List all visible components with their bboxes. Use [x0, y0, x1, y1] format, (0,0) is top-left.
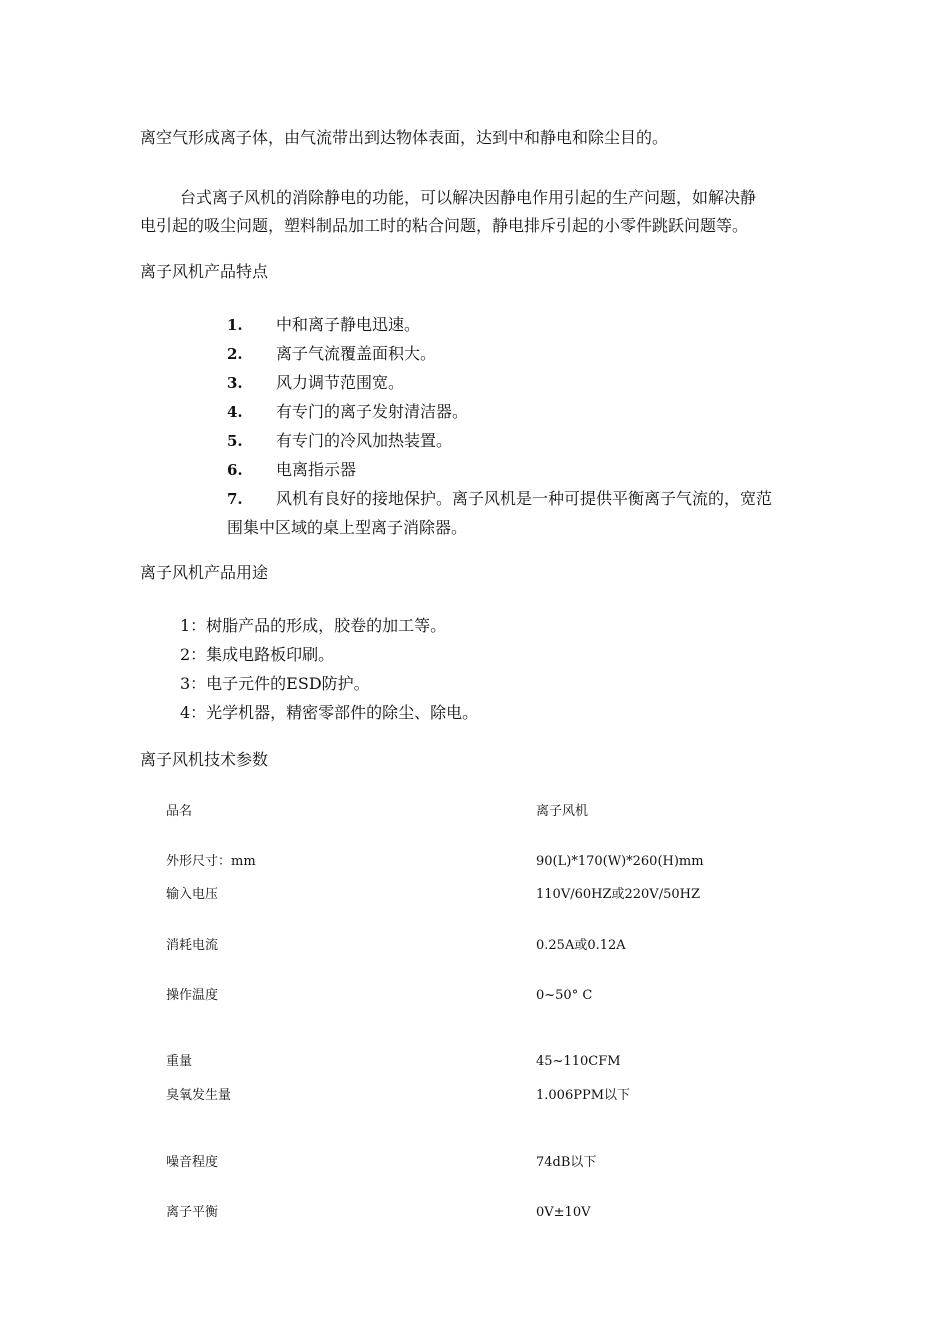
intro-paragraph: 离空气形成离子体，由气流带出到达物体表面，达到中和静电和除尘目的。	[140, 128, 669, 147]
spec-label: 品名	[166, 804, 193, 819]
list-item: 2：集成电路板印刷。	[180, 645, 335, 664]
list-item-text: 风力调节范围宽。	[276, 373, 405, 392]
spec-value: 0~50° C	[536, 988, 593, 1003]
spec-label: 离子平衡	[166, 1205, 219, 1220]
specs-heading: 离子风机技术参数	[140, 750, 269, 769]
spec-label: 臭氧发生量	[166, 1088, 232, 1103]
list-item: 1：树脂产品的形成，胶卷的加工等。	[180, 616, 447, 635]
spec-value: 离子风机	[536, 804, 589, 819]
spec-value: 45~110CFM	[536, 1054, 621, 1069]
spec-label: 操作温度	[166, 988, 219, 1003]
list-item-number: 7.	[227, 490, 243, 508]
list-item-number: 6.	[227, 461, 243, 479]
list-item-continuation: 围集中区域的桌上型离子消除器。	[227, 518, 468, 537]
spec-label: 重量	[166, 1054, 193, 1069]
list-item-text: 有专门的冷风加热装置。	[276, 431, 453, 450]
spec-label: 输入电压	[166, 887, 219, 902]
list-item-text: 电离指示器	[276, 460, 357, 479]
list-item-text: 风机有良好的接地保护。离子风机是一种可提供平衡离子气流的，宽范	[276, 489, 773, 508]
list-item-number: 5.	[227, 432, 243, 450]
list-item-text: 中和离子静电迅速。	[276, 315, 421, 334]
spec-value: 0V±10V	[536, 1205, 591, 1220]
list-item-number: 3.	[227, 374, 243, 392]
spec-value: 74dB以下	[536, 1155, 597, 1170]
list-item-number: 2.	[227, 345, 243, 363]
list-item-text: 离子气流覆盖面积大。	[276, 344, 437, 363]
spec-value: 1.006PPM以下	[536, 1088, 631, 1103]
features-heading: 离子风机产品特点	[140, 262, 269, 281]
list-item-number: 1.	[227, 316, 243, 334]
spec-value: 110V/60HZ或220V/50HZ	[536, 887, 700, 902]
spec-label: 外形尺寸：mm	[166, 854, 256, 869]
list-item-number: 4.	[227, 403, 243, 421]
spec-label: 噪音程度	[166, 1155, 219, 1170]
spec-value: 0.25A或0.12A	[536, 938, 626, 953]
spec-value: 90(L)*170(W)*260(H)mm	[536, 854, 704, 869]
uses-heading: 离子风机产品用途	[140, 563, 269, 582]
list-item-text: 有专门的离子发射清洁器。	[276, 402, 469, 421]
list-item: 4：光学机器，精密零部件的除尘、除电。	[180, 703, 479, 722]
description-line-2: 电引起的吸尘问题，塑料制品加工时的粘合问题，静电排斥引起的小零件跳跃问题等。	[140, 216, 749, 235]
list-item: 3：电子元件的ESD防护。	[180, 674, 370, 693]
description-line-1: 台式离子风机的消除静电的功能，可以解决因静电作用引起的生产问题，如解决静	[180, 188, 757, 207]
spec-label: 消耗电流	[166, 938, 219, 953]
